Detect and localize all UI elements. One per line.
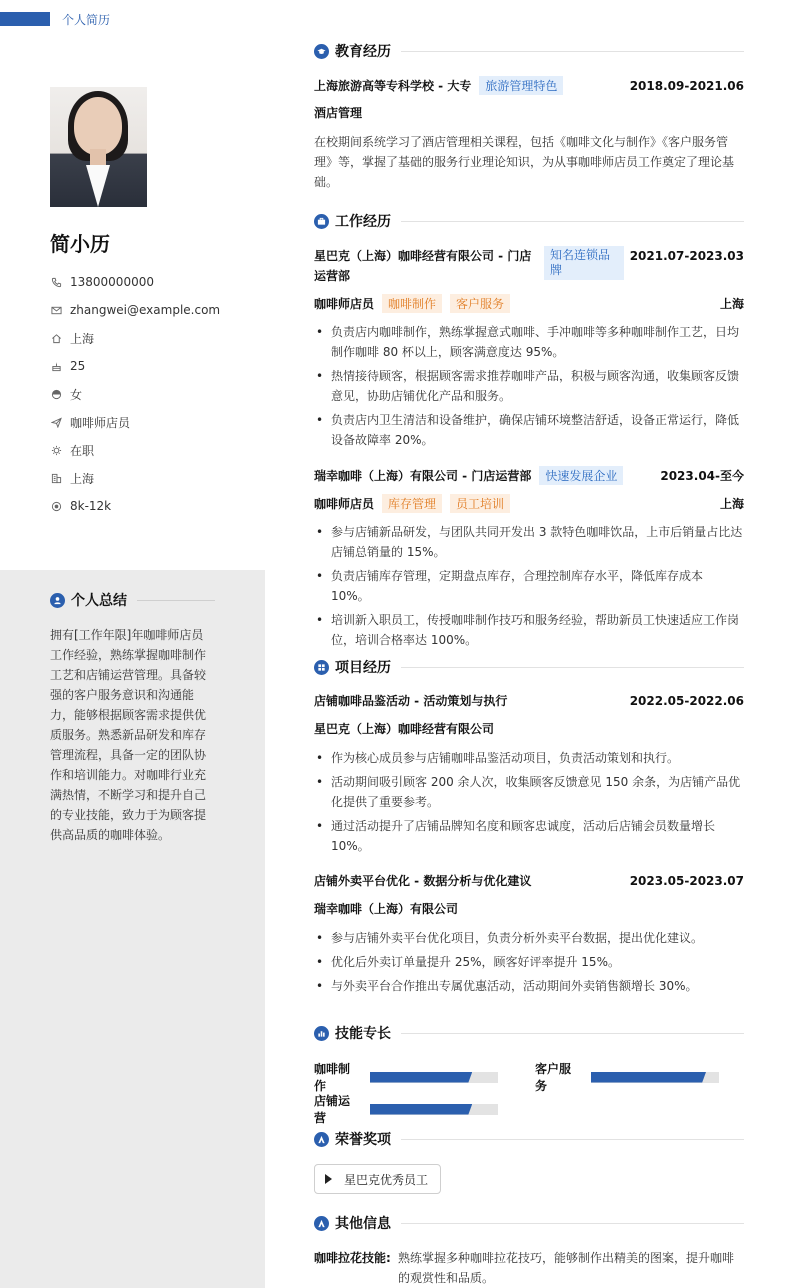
list-item: • 培训新入职员工，传授咖啡制作技巧和服务经验，帮助新员工快速适应工作岗位，培训合格率达 100%。 [314, 610, 744, 650]
list-item: • 活动期间吸引顾客 200 余人次，收集顾客反馈意见 150 余条，为店铺产品优化提供了重要参考。 [314, 772, 744, 812]
building-icon [50, 472, 62, 484]
work-title: 工作经历 [335, 214, 391, 230]
job-1-bullets [314, 322, 744, 454]
skill-bar [591, 1072, 719, 1083]
job-2-header [314, 466, 744, 485]
skills-section-header [314, 1023, 744, 1043]
briefcase-icon [314, 214, 329, 229]
info-text: 在职 [70, 443, 95, 458]
home-icon [50, 332, 62, 344]
projects-title: 项目经历 [335, 660, 391, 676]
project-date: 2023.05-2023.07 [629, 873, 744, 888]
job-city: 上海 [719, 497, 744, 511]
job-1-header [314, 246, 744, 286]
skill-fill [591, 1072, 706, 1083]
project-date: 2022.05-2022.06 [629, 693, 744, 708]
summary-section-header [50, 590, 215, 610]
project-name: 店铺外卖平台优化 - 数据分析与优化建议 [314, 874, 532, 888]
job-skill-tag: 库存管理 [382, 494, 442, 513]
phone-icon [50, 276, 62, 288]
project-2-org-row [314, 900, 744, 917]
job-2-role-row [314, 494, 744, 513]
list-item: • 热情接待顾客，根据顾客需求推荐咖啡产品，积极与顾客沟通，收集顾客反馈意见，协助店铺优化产品和服务。 [314, 366, 744, 406]
job-skill-tag: 咖啡制作 [382, 294, 442, 313]
header-label: 个人简历 [62, 13, 111, 27]
info-status [50, 436, 220, 464]
info-target-city [50, 464, 220, 492]
education-entry-header [314, 76, 744, 95]
skill-name: 店铺运营 [314, 1094, 351, 1125]
info-gender [50, 380, 220, 408]
avatar [50, 87, 147, 207]
list-item: • 负责店铺库存管理，定期盘点库存，合理控制库存水平，降低库存成本 10%。 [314, 566, 744, 606]
education-title: 教育经历 [335, 44, 391, 60]
skill-item [314, 1060, 498, 1094]
project-1-header [314, 692, 744, 709]
education-description: 在校期间系统学习了酒店管理相关课程，包括《咖啡文化与制作》《客户服务管理》等，掌握了基础的服务行业理论知识，为从事咖啡师店员工作奠定了理论基础。 [314, 135, 735, 189]
info-icon [314, 1216, 329, 1231]
info-text: 13800000000 [70, 275, 154, 289]
projects-section-header [314, 657, 744, 677]
user-icon [50, 593, 65, 608]
list-item: • 负责店内咖啡制作，熟练掌握意式咖啡、手冲咖啡等多种咖啡制作工艺，日均制作咖啡 80 杯以上，顾客满意度达 95%。 [314, 322, 744, 362]
info-email [50, 296, 220, 324]
info-age [50, 352, 220, 380]
skill-name: 咖啡制作 [314, 1062, 351, 1093]
other-title: 其他信息 [335, 1216, 391, 1232]
mail-icon [50, 304, 62, 316]
gender-icon [50, 388, 62, 400]
list-item: • 参与店铺新品研发，与团队共同开发出 3 款特色咖啡饮品，上市后销量占比达店铺总销量的 15%。 [314, 522, 744, 562]
info-text: 上海 [70, 331, 95, 346]
skill-bar [370, 1072, 498, 1083]
grid-icon [314, 660, 329, 675]
other-section-header [314, 1213, 744, 1233]
profile-name: 简小历 [50, 232, 110, 256]
job-1-role-row [314, 294, 744, 313]
info-text: 上海 [70, 471, 95, 486]
other-info-row [314, 1248, 744, 1288]
summary-title: 个人总结 [71, 593, 127, 609]
award-item [314, 1164, 441, 1194]
major: 酒店管理 [314, 106, 363, 120]
list-item: • 负责店内卫生清洁和设备维护，确保店铺环境整洁舒适，设备正常运行，降低设备故障率 20%。 [314, 410, 744, 450]
job-skill-tag: 员工培训 [450, 494, 510, 513]
job-company: 星巴克（上海）咖啡经营有限公司 - 门店运营部 [314, 249, 532, 283]
job-company: 瑞幸咖啡（上海）有限公司 - 门店运营部 [314, 469, 532, 483]
info-text: 女 [70, 387, 83, 402]
cake-icon [50, 360, 62, 372]
list-item: • 与外卖平台合作推出专属优惠活动，活动期间外卖销售额增长 30%。 [314, 976, 744, 996]
status-icon [50, 444, 62, 456]
school-name: 上海旅游高等专科学校 - 大专 [314, 79, 472, 93]
other-text: 熟练掌握多种咖啡拉花技巧，能够制作出精美的图案，提升咖啡的观赏性和品质。 [398, 1251, 735, 1285]
info-text: 咖啡师店员 [70, 415, 131, 430]
info-text: 8k-12k [70, 499, 112, 513]
info-position [50, 408, 220, 436]
play-icon [325, 1174, 332, 1184]
job-city: 上海 [719, 297, 744, 311]
job-2-bullets [314, 522, 744, 654]
award-icon [314, 1132, 329, 1147]
bar-chart-icon [314, 1026, 329, 1041]
job-date: 2021.07-2023.03 [629, 249, 744, 263]
project-1-org-row [314, 720, 744, 737]
info-salary [50, 492, 220, 520]
job-role: 咖啡师店员 [314, 297, 375, 311]
education-date: 2018.09-2021.06 [629, 78, 744, 93]
send-icon [50, 416, 62, 428]
work-section-header [314, 211, 744, 231]
project-org: 星巴克（上海）咖啡经营有限公司 [314, 722, 495, 736]
project-name: 店铺咖啡品鉴活动 - 活动策划与执行 [314, 694, 508, 708]
project-2-header [314, 872, 744, 889]
salary-icon [50, 500, 62, 512]
job-tag: 知名连锁品牌 [544, 246, 624, 280]
skill-item [314, 1092, 498, 1126]
skill-name: 客户服务 [535, 1062, 572, 1093]
project-2-bullets [314, 928, 744, 1000]
info-text: zhangwei@example.com [70, 303, 221, 317]
skill-bar [370, 1104, 498, 1115]
list-item: • 优化后外卖订单量提升 25%，顾客好评率提升 15%。 [314, 952, 744, 972]
summary-text: 拥有[工作年限]年咖啡师店员工作经验，熟练掌握咖啡制作工艺和店铺运营管理。具备较强的客户服务意识和沟通能力，能够根据顾客需求提供优质服务。熟悉新品研发和库存管理流程，具备一定的团队协作和培训能力。对咖啡行业充满热情，不断学习和提升自己的专业技能，致力于为顾客提供高品质的咖啡体验。 [50, 628, 207, 842]
education-section-header [314, 41, 744, 61]
job-tag: 快速发展企业 [539, 466, 623, 485]
info-text: 25 [70, 359, 86, 373]
project-1-bullets [314, 748, 744, 860]
skill-fill [370, 1072, 472, 1083]
job-skill-tag: 客户服务 [450, 294, 510, 313]
awards-title: 荣誉奖项 [335, 1132, 391, 1148]
education-major-row [314, 104, 744, 121]
list-item: • 参与店铺外卖平台优化项目，负责分析外卖平台数据，提出优化建议。 [314, 928, 744, 948]
list-item: • 通过活动提升了店铺品牌知名度和顾客忠诚度，活动后店铺会员数量增长 10%。 [314, 816, 744, 856]
other-label: 咖啡拉花技能: [314, 1251, 391, 1265]
education-tag: 旅游管理特色 [479, 76, 563, 95]
list-item: • 作为核心成员参与店铺咖啡品鉴活动项目，负责活动策划和执行。 [314, 748, 744, 768]
skills-title: 技能专长 [335, 1026, 391, 1042]
skill-item [535, 1060, 719, 1094]
skill-fill [370, 1104, 472, 1115]
graduation-cap-icon [314, 44, 329, 59]
job-date: 2023.04-至今 [660, 469, 744, 483]
contact-info-list [50, 268, 220, 520]
header-accent-bar [0, 12, 50, 26]
info-location [50, 324, 220, 352]
project-org: 瑞幸咖啡（上海）有限公司 [314, 902, 459, 916]
info-phone [50, 268, 220, 296]
awards-section-header [314, 1129, 744, 1149]
award-label: 星巴克优秀员工 [344, 1172, 429, 1187]
job-role: 咖啡师店员 [314, 497, 375, 511]
